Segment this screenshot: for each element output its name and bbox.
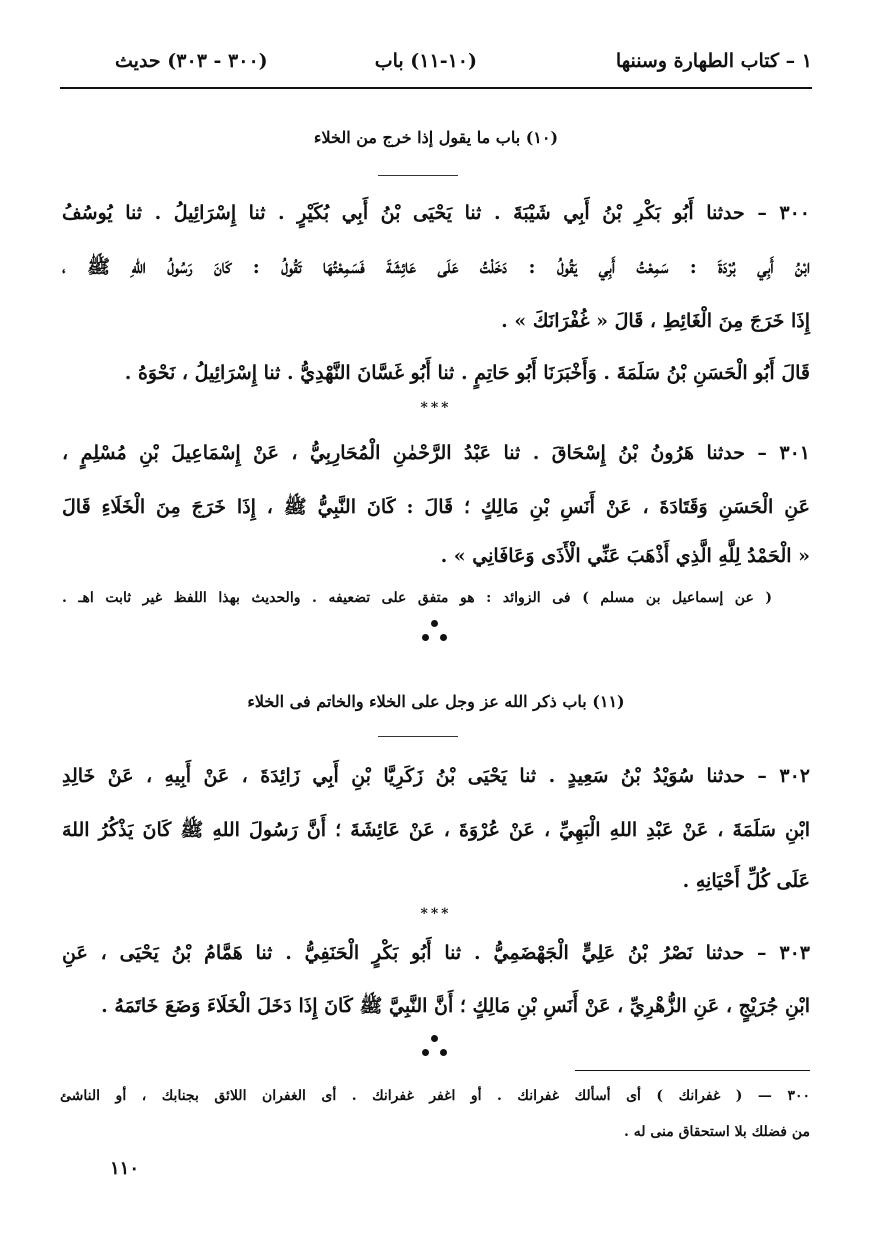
page-number: ١١٠	[110, 1158, 140, 1179]
hadith-301-line-2: عَنِ الْحَسَنِ وَقَتَادَةَ ، عَنْ أَنَسِ بْنِ مَالِكٍ ؛ قَالَ : كَانَ النَّبِيُّ ﷺ ، إِذَا خَرَجَ مِنَ الْخَلَاءِ قَالَ	[62, 496, 810, 518]
separator-stars: ***	[420, 906, 452, 922]
hadith-301-line-3: « الْحَمْدُ لِلَّهِ الَّذِي أَذْهَبَ عَنِّي الْأَذَى وَعَافَانِي » .	[440, 545, 810, 567]
hadith-303-line-1: ٣٠٣ – حدثنا نَصْرُ بْنُ عَلِيٍّ الْجَهْضَمِيُّ . ثنا أَبُو بَكْرٍ الْحَنَفِيُّ . ثنا هَمَّامُ بْنُ يَحْيَى ، عَنِ	[62, 942, 810, 964]
section-rule	[378, 175, 458, 176]
hadith-300-line-1: ٣٠٠ – حدثنا أَبُو بَكْرِ بْنُ أَبِي شَيْبَةَ . ثنا يَحْيَى بْنُ أَبِي بُكَيْرٍ . ثنا إِسْرَائِيلُ . ثنا يُوسُفُ	[62, 202, 810, 224]
hadith-300-line-2: ابْنُ أَبِي بُرْدَةَ : سَمِعْتُ أَبِي يَقُولُ : دَخَلْتُ عَلَى عَائِشَةَ فَسَمِعْتُهَا تَقُولُ : كَانَ رَسُولُ اللهِ ﷺ ،	[62, 256, 810, 278]
hadith-300-line-3: إِذَا خَرَجَ مِنَ الْغَائِطِ ، قَالَ « غُفْرَانَكَ » .	[501, 310, 810, 332]
section-title-11: (١١) باب ذكر الله عز وجل على الخلاء والخاتم فى الخلاء	[247, 692, 625, 711]
footnote-rule	[575, 1070, 810, 1071]
hadith-302-line-1: ٣٠٢ – حدثنا سُوَيْدُ بْنُ سَعِيدٍ . ثنا يَحْيَى بْنُ زَكَرِيَّا بْنِ أَبِي زَائِدَةَ ، عَنْ أَبِيهِ ، عَنْ خَالِدِ	[62, 765, 810, 787]
hadith-302-line-3: عَلَى كُلِّ أَحْيَانِهِ .	[682, 870, 810, 892]
footnote-line-1: ٣٠٠ — ( غفرانك ) أى أسألك غفرانك . أو اغفر غفرانك . أى الغفران اللائق بجنابك ، أو الناشئ	[60, 1088, 810, 1104]
header-rule	[60, 87, 812, 89]
running-header-hadith-range: (٣٠٠ - ٣٠٣) حديث	[115, 50, 268, 72]
hadith-301-line-1: ٣٠١ – حدثنا هَرُونُ بْنُ إِسْحَاقَ . ثنا عَبْدُ الرَّحْمٰنِ الْمُحَارِبِيُّ ، عَنْ إِسْمَاعِيلَ بْنِ مُسْلِمٍ ،	[62, 442, 810, 464]
section-title-10: (١٠) باب ما يقول إذا خرج من الخلاء	[313, 128, 559, 147]
hadith-302-line-2: ابْنِ سَلَمَةَ ، عَنْ عَبْدِ اللهِ الْبَهِيِّ ، عَنْ عُرْوَةَ ، عَنْ عَائِشَةَ ؛ أَنَّ رَسُولَ اللهِ ﷺ كَانَ يَذْكُرُ اللهَ	[62, 819, 810, 841]
separator-dots	[420, 1035, 450, 1063]
hadith-300-chain-note: قَالَ أَبُو الْحَسَنِ بْنُ سَلَمَةَ . وَأَخْبَرَنَا أَبُو حَاتِمٍ . ثنا أَبُو غَسَّانَ النَّهْدِيُّ . ثنا إِسْرَائِيلُ ، نَحْوَهُ .	[124, 362, 810, 384]
running-header-book: ١ – كتاب الطهارة وسننها	[615, 50, 812, 72]
footnote-line-2: من فضلك بلا استحقاق منى له .	[623, 1124, 810, 1140]
hadith-301-commentary: ( عن إسماعيل بن مسلم ) فى الزوائد : هو متفق على تضعيفه . والحديث بهذا اللفظ غير ثابت اهـ .	[62, 590, 772, 606]
hadith-303-line-2: ابْنِ جُرَيْجٍ ، عَنِ الزُّهْرِيِّ ، عَنْ أَنَسِ بْنِ مَالِكٍ ؛ أَنَّ النَّبِيَّ ﷺ كَانَ إِذَا دَخَلَ الْخَلَاءَ وَضَعَ خَاتَمَهُ .	[101, 995, 810, 1017]
running-header-chapter: (١٠-١١) باب	[374, 50, 477, 72]
separator-dots	[420, 620, 450, 648]
section-rule	[378, 736, 458, 737]
separator-stars: ***	[420, 400, 452, 416]
